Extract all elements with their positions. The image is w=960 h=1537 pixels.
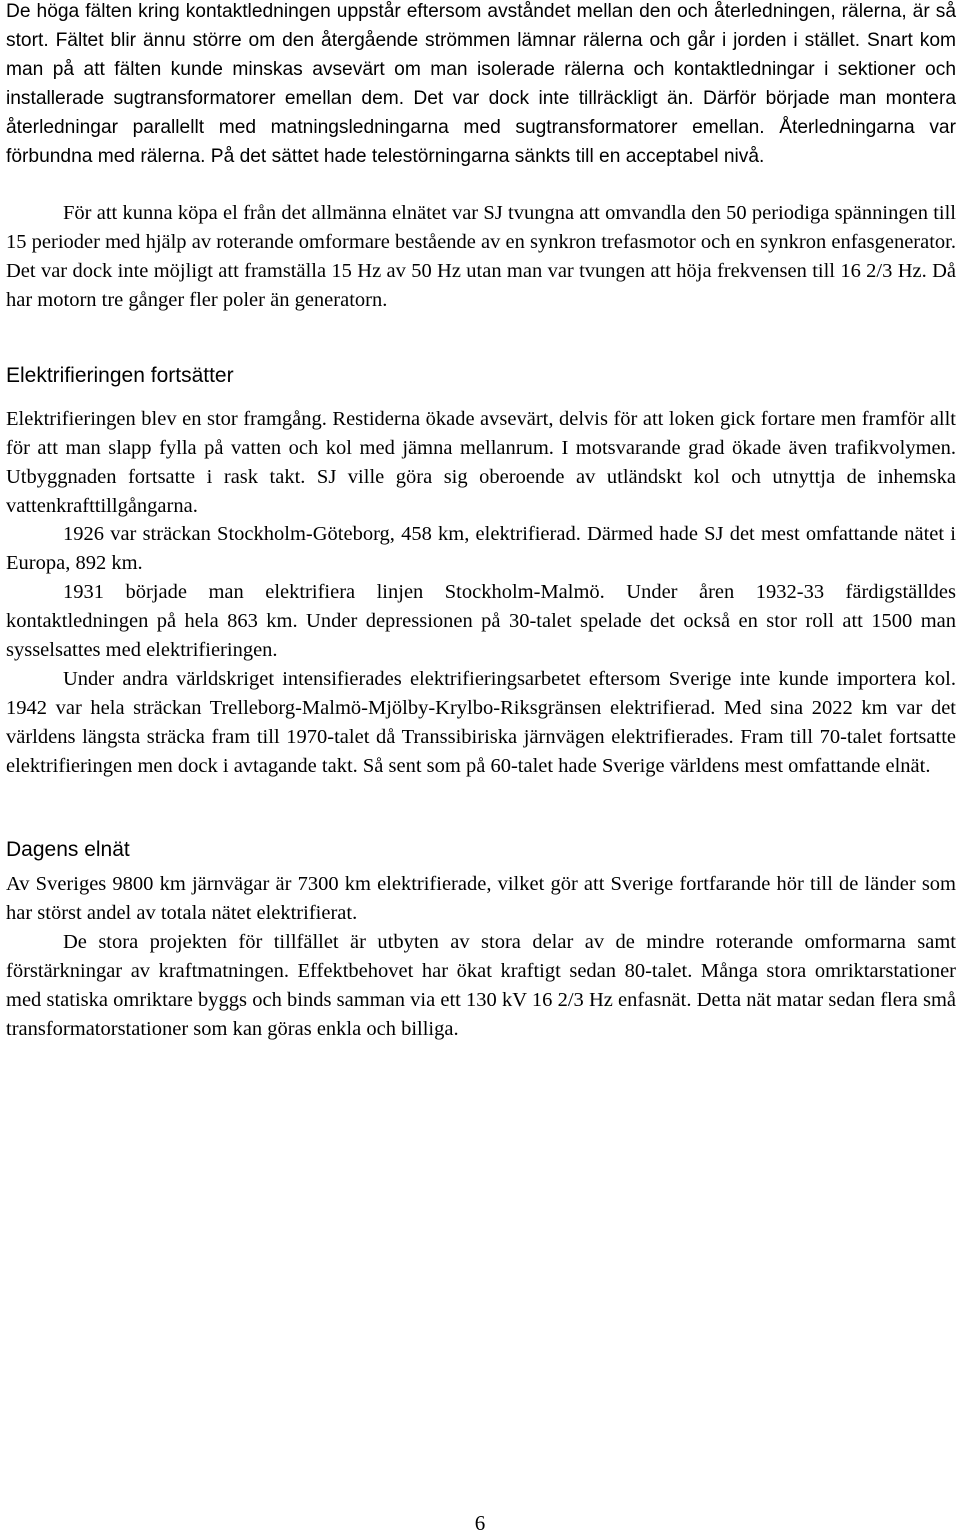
paragraph-railway-share: Av Sveriges 9800 km järnvägar är 7300 km elektrifierade, vilket gör att Sverige fortfarande hör till de länder som har störst andel av totala nätet elektrifierat. (6, 873, 956, 924)
paragraph-return-conductors: De höga fälten kring kontaktledningen uppstår eftersom avståndet mellan den och återledningen, rälerna, är så stort. Fältet blir ännu större om den återgående strömmen lämnar rälerna och går i jorden i stället. Snart kom man på att fälten kunde minskas avsevärt om man isolerade rälerna och kontaktledningar i sektioner och installerade sugtransformatorer emellan dem. Det var dock inte tillräckligt än. Därför började man montera återledningar parallellt med matningsledningarna med sugtransformatorer emellan. Återledningarna var förbundna med rälerna. På det sättet hade telestörningarna sänkts till en acceptabel nivå. (6, 1, 956, 167)
paragraph-1931: 1931 började man elektrifiera linjen Stockholm-Malmö. Under åren 1932-33 färdigställdes kontaktledningen på hela 863 km. Under depressionen på 30-talet spelade det också en stor roll att 1500 man sysselsattes med elektrifieringen. (6, 581, 956, 661)
paragraph-1926: 1926 var sträckan Stockholm-Göteborg, 458 km, elektrifierad. Därmed hade SJ det mest omfattande nätet i Europa, 892 km. (6, 523, 956, 574)
section-heading-electrification-continues: Elektrifieringen fortsätter (6, 364, 234, 387)
paragraph-success: Elektrifieringen blev en stor framgång. Restiderna ökade avsevärt, delvis för att loken gick fortare men framför allt för att man slapp fylla på vatten och kol med jämna mellanrum. I motsvarande grad ökade även trafikvolymen. Utbyggnaden fortsatte i rask takt. SJ ville göra sig oberoende av utländskt kol och utnyttja de inhemska vattenkrafttillgångarna. (6, 408, 956, 517)
paragraph-current-projects: De stora projekten för tillfället är utbyten av stora delar av de mindre roterande omformarna samt förstärkningar av kraftmatningen. Effektbehovet har ökat kraftigt sedan 80-talet. Många stora omriktarstationer med statiska omriktare byggs och binds samman via ett 130 kV 16 2/3 Hz enfasnät. Detta nät matar sedan flera små transformatorstationer som kan göras enkla och billiga. (6, 931, 956, 1040)
section-heading-todays-grid: Dagens elnät (6, 838, 130, 861)
paragraph-wartime: Under andra världskriget intensifierades elektrifieringsarbetet eftersom Sverige inte kunde importera kol. 1942 var hela sträckan Trelleborg-Malmö-Mjölby-Krylbo-Riksgränsen elektrifierad. Med sina 2022 km var det världens längsta sträcka fram till 1970-talet då Transsibiriska järnvägen elektrifierades. Fram till 70-talet fortsatte elektrifieringen men dock i avtagande takt. Så sent som på 60-talet hade Sverige världens mest omfattande elnät. (6, 668, 956, 777)
page-number: 6 (474, 1511, 486, 1535)
paragraph-frequency-conversion: För att kunna köpa el från det allmänna elnätet var SJ tvungna att omvandla den 50 periodiga spänningen till 15 perioder med hjälp av roterande omformare bestående av en synkron trefasmotor och en synkron enfasgenerator. Det var dock inte möjligt att framställa 15 Hz av 50 Hz utan man var tvungen att höja frekvensen till 16 2/3 Hz. Då har motorn tre gånger fler poler än generatorn. (6, 202, 956, 311)
